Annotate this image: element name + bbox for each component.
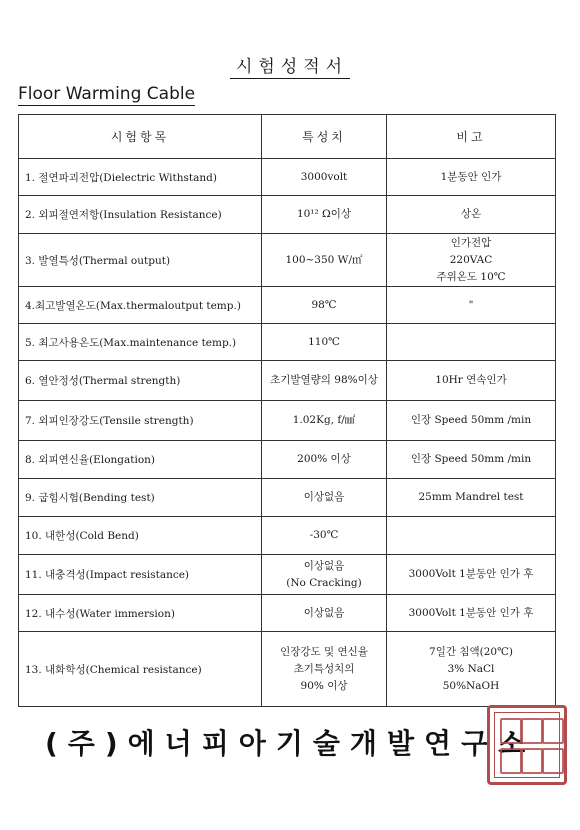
note-line: 1분동안 인가 (440, 170, 502, 183)
value-line: 100~350 W/㎡ (285, 253, 363, 266)
note-cell (387, 287, 556, 324)
value-cell (262, 441, 387, 479)
note-line: " (468, 298, 474, 311)
note-line: 인장 Speed 50mm /min (410, 414, 532, 426)
value-line: 10¹² Ω이상 (296, 208, 352, 220)
table-row (19, 632, 556, 707)
test-item-cell: 7. 외피인장강도(Tensile strength) (19, 401, 262, 441)
header-value: 특성치 (262, 115, 387, 159)
test-item-cell: 6. 열안정성(Thermal strength) (19, 361, 262, 401)
table-header-row (19, 115, 556, 159)
value-cell (262, 324, 387, 361)
value-cell (262, 517, 387, 555)
table-row (19, 517, 556, 555)
note-line: 3000Volt 1분동안 인가 후 (408, 568, 534, 580)
table-row (19, 324, 556, 361)
note-cell (387, 479, 556, 517)
note-line: 10Hr 연속인가 (435, 374, 507, 386)
note-cell (387, 517, 556, 555)
value-cell (262, 555, 387, 595)
note-cell (387, 324, 556, 361)
value-line: 98℃ (311, 298, 337, 311)
table-row (19, 595, 556, 632)
test-item-cell: 8. 외피연신율(Elongation) (19, 441, 262, 479)
table-row (19, 287, 556, 324)
test-item-cell: 3. 발열특성(Thermal output) (19, 234, 262, 287)
note-line: 7일간 침액(20℃) (429, 645, 513, 658)
company-name: (주)에너피아기술개발연구소 (45, 727, 536, 760)
note-line: 50%NaOH (442, 679, 500, 692)
note-cell (387, 555, 556, 595)
note-line: 인장 Speed 50mm /min (410, 453, 532, 465)
note-line: 3% NaCl (447, 662, 495, 675)
value-cell (262, 287, 387, 324)
note-line: 25mm Mandrel test (418, 491, 524, 503)
test-item-cell: 4.최고발열온도(Max.thermaloutput temp.) (19, 287, 262, 324)
value-line: 110℃ (308, 335, 340, 348)
note-cell (387, 401, 556, 441)
value-cell (262, 479, 387, 517)
note-line: 주위온도 10℃ (436, 270, 506, 283)
document-title-text: 시험성적서 (230, 57, 350, 79)
note-cell (387, 632, 556, 707)
test-item-cell: 13. 내화학성(Chemical resistance) (19, 632, 262, 707)
test-item-cell: 9. 굽힘시험(Bending test) (19, 479, 262, 517)
note-cell (387, 234, 556, 287)
test-results-table (18, 114, 556, 707)
seal-glyph (542, 718, 564, 744)
header-test-item: 시험항목 (19, 115, 262, 159)
value-cell (262, 159, 387, 196)
header-note: 비고 (387, 115, 556, 159)
value-cell (262, 234, 387, 287)
value-line: 3000volt (300, 170, 348, 183)
value-cell (262, 196, 387, 234)
seal-glyph (500, 718, 522, 744)
value-line: (No Cracking) (286, 576, 362, 589)
value-line: -30℃ (309, 529, 339, 541)
table-row (19, 401, 556, 441)
note-line: 220VAC (449, 253, 493, 266)
value-cell (262, 361, 387, 401)
value-line: 200% 이상 (297, 453, 351, 465)
table-row (19, 479, 556, 517)
value-cell (262, 401, 387, 441)
value-cell (262, 595, 387, 632)
value-line: 초기발열량의 98%이상 (270, 374, 378, 386)
seal-glyph (521, 748, 543, 774)
table-row (19, 555, 556, 595)
note-cell (387, 159, 556, 196)
value-line: 이상없음 (303, 491, 345, 503)
value-line: 인장강도 및 연신율 (280, 645, 368, 658)
note-cell (387, 361, 556, 401)
test-item-cell: 11. 내충격성(Impact resistance) (19, 555, 262, 595)
note-line: 상온 (460, 208, 482, 220)
test-item-cell: 1. 절연파괴전압(Dielectric Withstand) (19, 159, 262, 196)
test-item-cell: 5. 최고사용온도(Max.maintenance temp.) (19, 324, 262, 361)
table-row (19, 361, 556, 401)
table-row (19, 159, 556, 196)
value-line: 90% 이상 (300, 679, 348, 692)
note-cell (387, 196, 556, 234)
value-line: 1.02Kg, f/㎟ (292, 414, 356, 426)
value-cell (262, 632, 387, 707)
note-cell (387, 595, 556, 632)
seal-glyph (542, 748, 564, 774)
test-item-cell: 12. 내수성(Water immersion) (19, 595, 262, 632)
test-item-cell: 2. 외피절연저항(Insulation Resistance) (19, 196, 262, 234)
table-row (19, 196, 556, 234)
note-line: 3000Volt 1분동안 인가 후 (408, 606, 534, 619)
value-line: 이상없음 (303, 559, 345, 572)
note-line: 인가전압 (450, 236, 492, 249)
document-title (0, 52, 580, 77)
test-item-cell: 10. 내한성(Cold Bend) (19, 517, 262, 555)
company-seal-stamp (487, 705, 567, 785)
product-name: Floor Warming Cable (18, 84, 196, 104)
table-row (19, 234, 556, 287)
seal-glyph (500, 748, 522, 774)
note-cell (387, 441, 556, 479)
table-row (19, 441, 556, 479)
seal-glyph (521, 718, 543, 744)
value-line: 초기특성치의 (293, 662, 355, 675)
value-line: 이상없음 (303, 606, 345, 619)
